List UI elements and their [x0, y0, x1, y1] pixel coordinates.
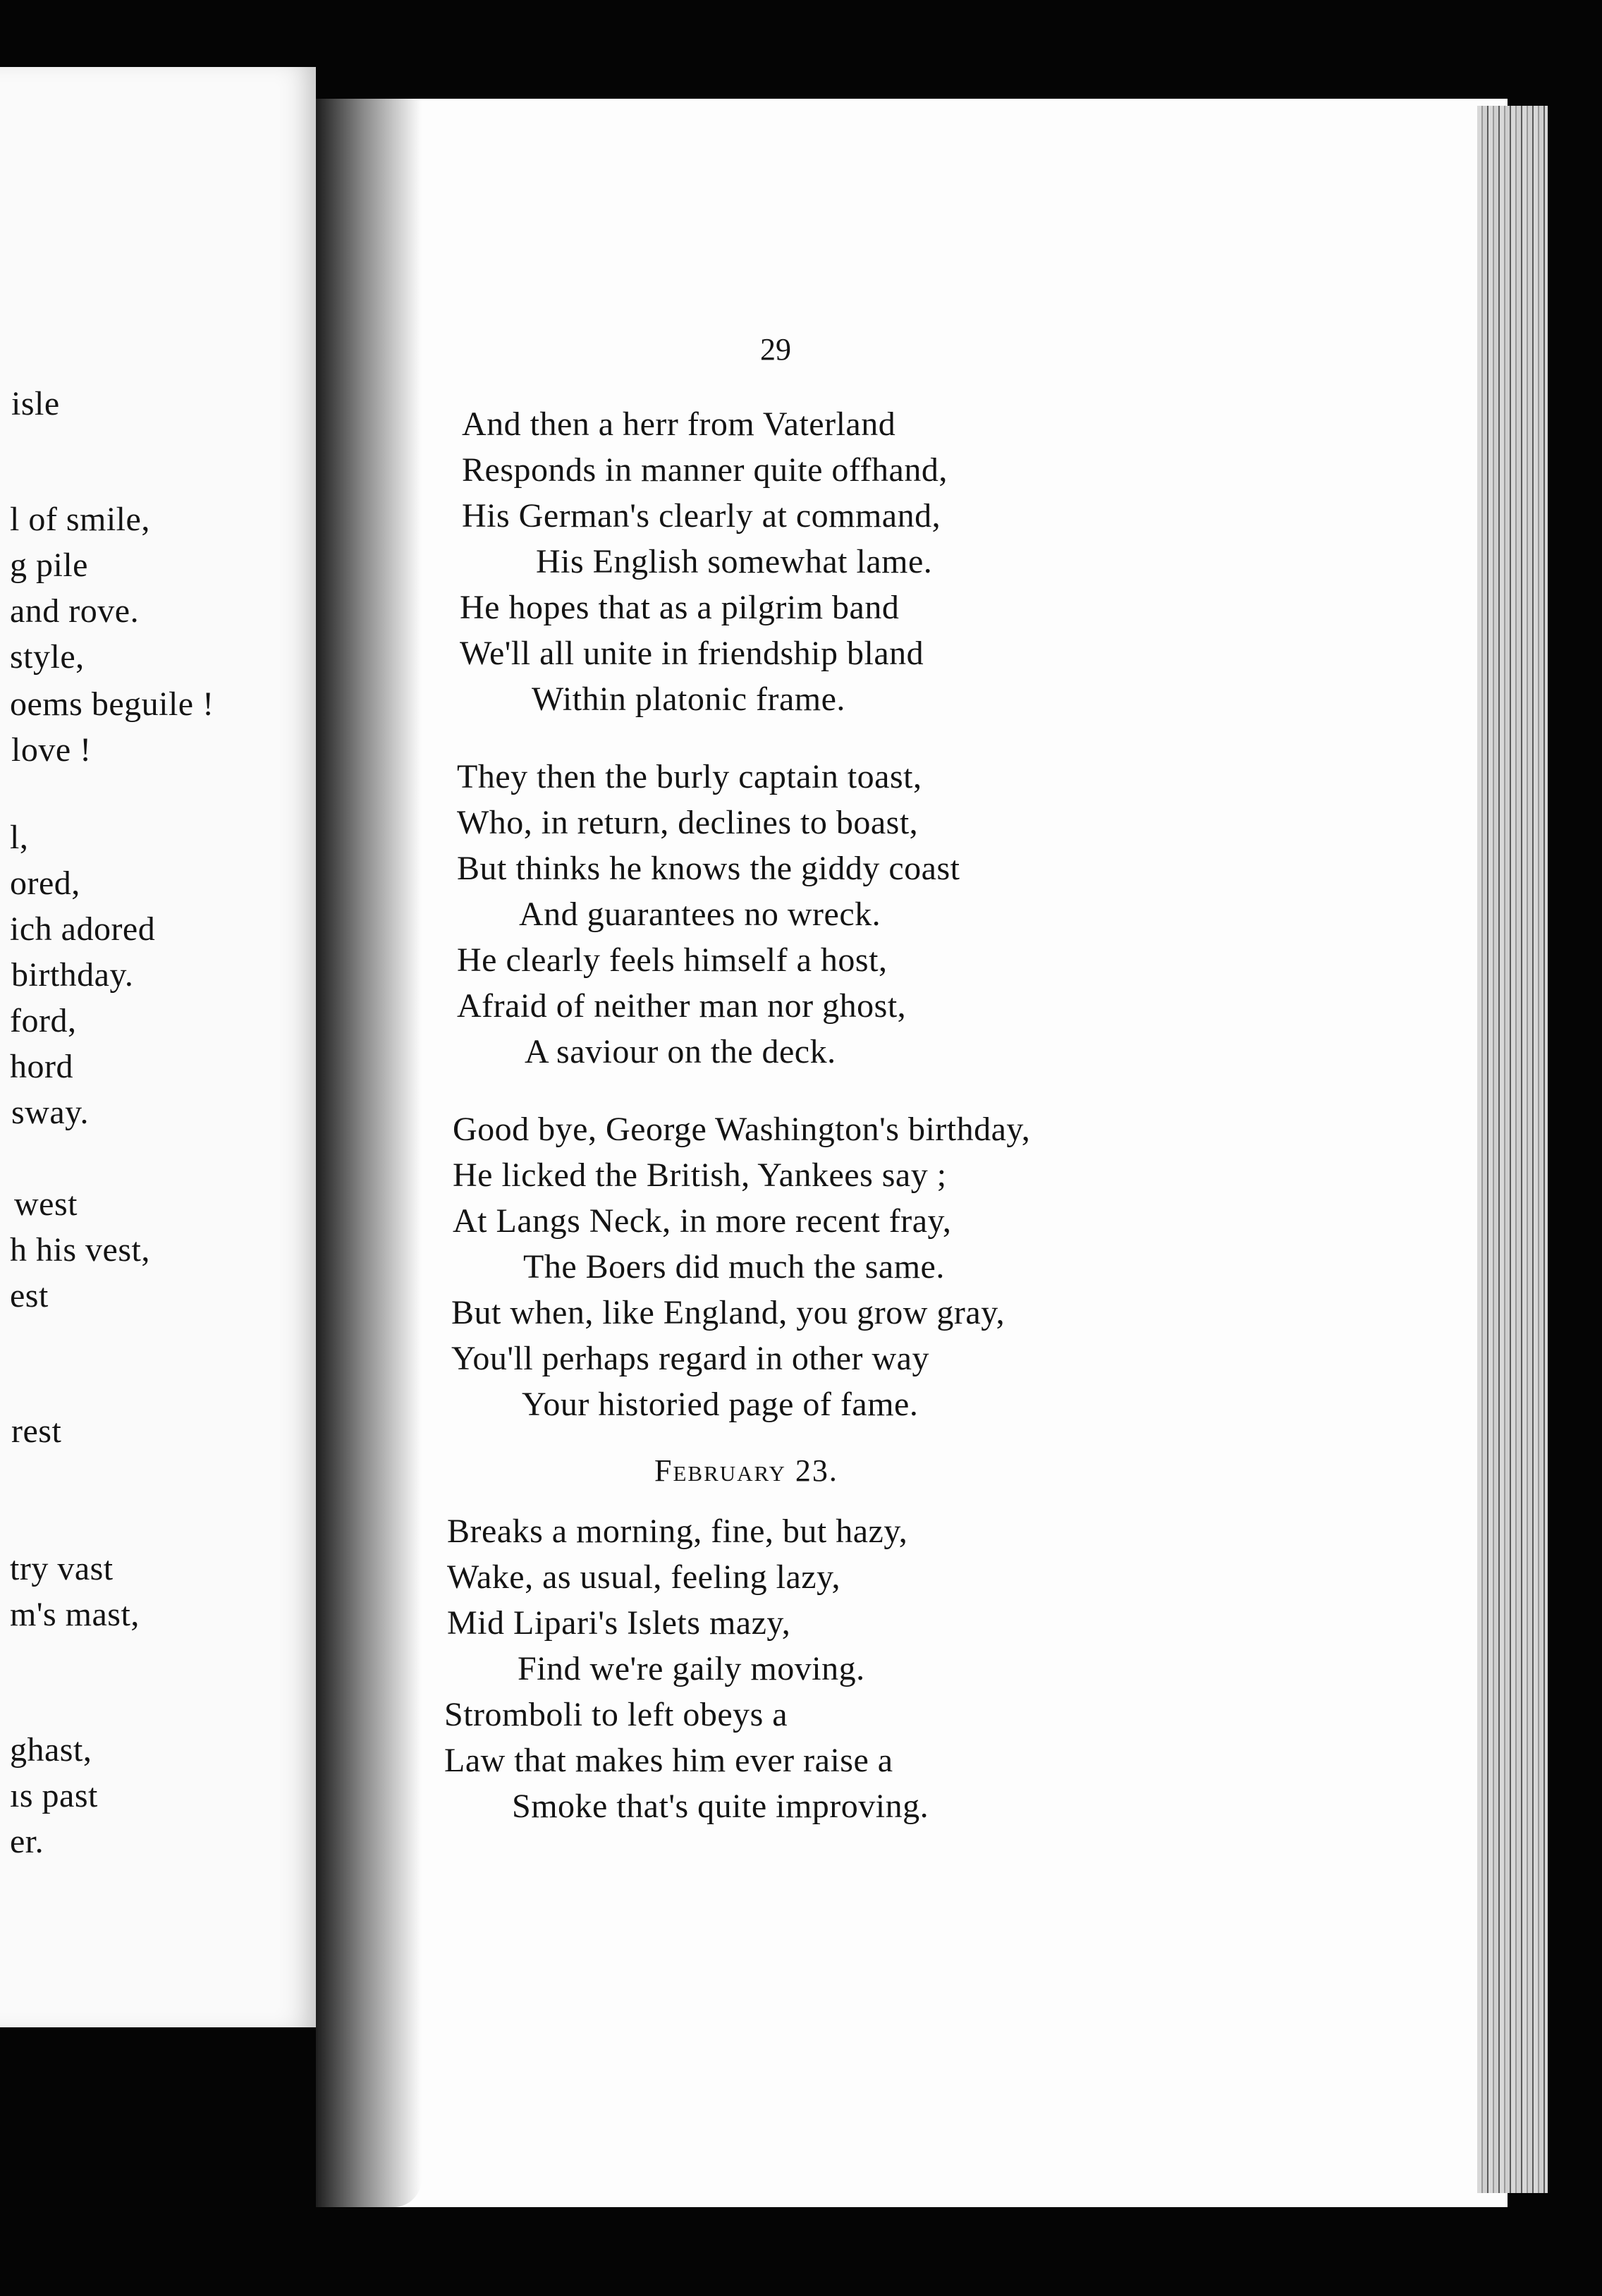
poem-line: Wake, as usual, feeling lazy, [447, 1558, 840, 1596]
left-line: west [14, 1185, 78, 1223]
poem-line: But when, like England, you grow gray, [451, 1294, 1005, 1331]
poem-line: Breaks a morning, fine, but hazy, [447, 1513, 908, 1550]
book-gutter-shadow [316, 99, 422, 2207]
poem-line: A saviour on the deck. [525, 1033, 836, 1070]
poem-line: Afraid of neither man nor ghost, [457, 987, 907, 1025]
left-line: ghast, [10, 1731, 92, 1769]
poem-line: Your historied page of fame. [522, 1386, 919, 1423]
poem-line: His English somewhat lame. [536, 543, 933, 580]
poem-line: He licked the British, Yankees say ; [453, 1156, 947, 1194]
poem-line: But thinks he knows the giddy coast [457, 850, 960, 887]
left-line: est [10, 1277, 49, 1314]
left-line: style, [10, 638, 85, 676]
poem-line: He clearly feels himself a host, [457, 941, 888, 979]
poem-line: Law that makes him ever raise a [444, 1742, 893, 1779]
left-line: sway. [11, 1094, 90, 1131]
poem-line: Who, in return, declines to boast, [457, 804, 919, 841]
poem-line: They then the burly captain toast, [457, 758, 922, 795]
left-line: and rove. [10, 592, 140, 630]
poem-line: His German's clearly at command, [462, 497, 941, 535]
poem-line: And guarantees no wreck. [519, 896, 881, 933]
left-line: birthday. [11, 956, 134, 994]
poem-line: Mid Lipari's Islets mazy, [447, 1604, 791, 1642]
poem-line: We'll all unite in friendship bland [460, 635, 924, 672]
poem-line: At Langs Neck, in more recent fray, [453, 1202, 952, 1240]
left-line: love ! [11, 731, 92, 769]
poem-line: Within platonic frame. [532, 680, 845, 718]
left-line: er. [10, 1823, 44, 1860]
poem-line: And then a herr from Vaterland [462, 405, 896, 443]
poem-line: Stromboli to left obeys a [444, 1696, 788, 1733]
left-line: hord [10, 1048, 73, 1085]
section-heading: February 23. [654, 1453, 838, 1488]
left-line: m's mast, [10, 1596, 140, 1633]
poem-line: You'll perhaps regard in other way [451, 1340, 929, 1377]
poem-line: Responds in manner quite offhand, [462, 451, 948, 489]
left-page [0, 67, 316, 2027]
left-line: l, [10, 819, 29, 856]
left-line: g pile [10, 546, 88, 584]
left-line: h his vest, [10, 1231, 150, 1269]
left-line: try vast [10, 1550, 114, 1587]
left-line: l of smile, [10, 501, 150, 538]
poem-line: Good bye, George Washington's birthday, [453, 1111, 1031, 1148]
left-line: ored, [10, 865, 80, 902]
poem-line: Smoke that's quite improving. [512, 1788, 929, 1825]
left-line: rest [11, 1412, 62, 1450]
page-number: 29 [760, 332, 791, 367]
left-line: ıs past [10, 1777, 98, 1814]
left-line: isle [11, 385, 60, 422]
left-line: oems beguile ! [10, 685, 214, 723]
page-edges [1477, 106, 1548, 2193]
poem-line: Find we're gaily moving. [518, 1650, 865, 1687]
left-line: ich adored [10, 910, 156, 948]
poem-line: The Boers did much the same. [523, 1248, 945, 1286]
left-line: ford, [10, 1002, 77, 1039]
poem-line: He hopes that as a pilgrim band [460, 589, 900, 626]
